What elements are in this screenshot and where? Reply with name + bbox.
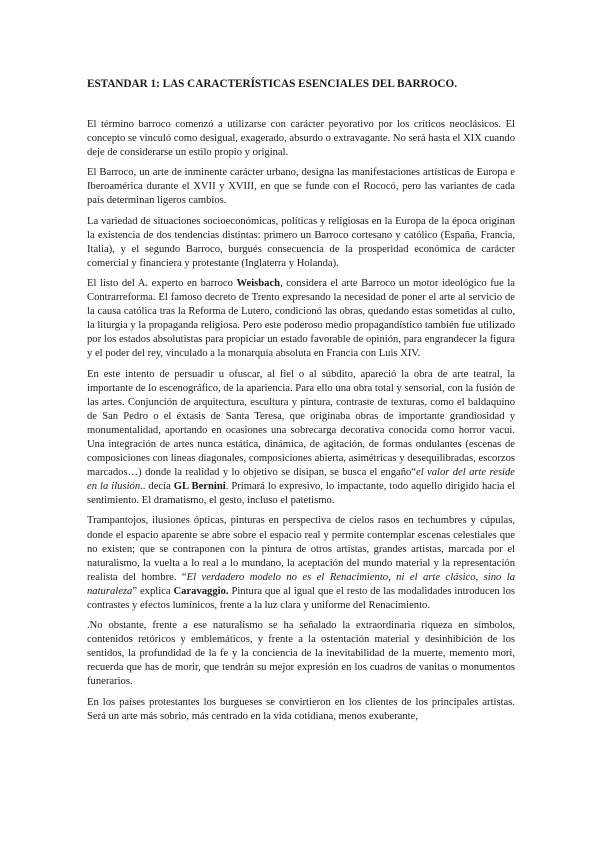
caravaggio-quote: El verdadero modelo no es el Renacimiento, ni el arte clásico, sino la naturaleza [87, 571, 515, 597]
document-body [87, 118, 515, 730]
paragraph-5-text-b: .. decía [140, 481, 174, 493]
paragraph-6-text-b: ” explica [132, 585, 174, 597]
paragraph-5-text-a: En este intento de persuadir u ofuscar, al fiel o al súbdito, apareció la obra de arte teatral, la importante de lo escenográfico, de la apariencia. Para ello una obra total y sensorial, con la fusión de las artes. Conjunción de arquitectura, escultura y pintura, contraste de texturas, como el baldaquino de San Pedro o el éxtasis de Santa Teresa, que originaba obras de importante grandiosidad y monumentalidad, aportando en ocasiones una sobrecarga decorativa conocida como horror vacui. Una integración de artes nunca estática, dinámica, de agitación, de formas ondulantes (escenas de composiciones con líneas diagonales, composiciones abierta, asimétricas y desequilibradas, escorzos marcados…) donde la realidad y lo objetivo se disipan, se busca el engaño“ [87, 368, 515, 479]
paragraph-4-text-b: , considera el arte Barroco un motor ideológico fue la Contrarreforma. El famoso decreto de Trento expresando la necesidad de poner el arte al servicio de la causa católica tras la Reforma de Lutero, condicionó las obras, quedando estas sometidas al culto, la liturgia y la propaganda religiosa. Pero este poderoso medio propagandístico también fue utilizado por los estados absolutistas para propiciar un estado favorable de opinión, para engrandecer la figura y el poder del rey, vinculado a la monarquía absoluta en Francia con Luis XIV. [87, 277, 515, 360]
bernini-quote: el valor del arte reside en la ilusión [87, 467, 516, 493]
paragraph-8: En los países protestantes los burgueses se convirtieron en los clientes de los principales artistas. Será un arte más sobrio, más centrado en la vida cotidiana, menos exuberante, [87, 696, 515, 722]
paragraph-4 [87, 277, 515, 362]
paragraph-2: El Barroco, un arte de inminente carácter urbano, designa las manifestaciones artísticas de Europa e Iberoamérica durante el XVII y XVIII, en que se funde con el Rococó, pero las variantes de cada país determinan ligeros cambios. [87, 167, 515, 207]
bernini-name: GL Bernini [173, 481, 226, 493]
weisbach-name: Weisbach [236, 277, 281, 289]
paragraph-1: El término barroco comenzó a utilizarse con carácter peyorativo por los críticos neoclásicos. El concepto se vinculó como desigual, exagerado, absurdo o extravagante. No será hasta el XIX cuando deje de considerarse un estilo propio y original. [87, 119, 516, 159]
paragraph-7: .No obstante, frente a ese naturalismo se ha señalado la extraordinaria riqueza en símbolos, contenidos retóricos y emblemáticos, y frente a la ostentación material y desinhibición de los sentidos, la profundidad de la fe y la conciencia de la inevitabilidad de la muerte, memento mori, recuerda que has de morir, que tendrán su mejor expresión en los cuadros de vanitas o monumentos funerarios. [87, 620, 515, 688]
paragraph-6-text-a: Trampantojos, ilusiones ópticas, pinturas en perspectiva de cielos rasos en techumbres y cúpulas, donde el espacio aparente se abre sobre el espacio real y permite contemplar escenas celestiales que no existen; que se contraponen con la pintura de otros artistas, grandes artistas, marcada por el naturalismo, la vuelta a lo real a lo mundano, la aceptación del mundo material y la representación realista del hombre. “ [87, 515, 515, 583]
paragraph-6 [87, 514, 515, 613]
paragraph-5 [87, 368, 515, 509]
paragraph-4-text-a: El listo del A. experto en barroco [87, 277, 237, 289]
paragraph-6-text-c: Pintura que al igual que el resto de las modalidades introducen los contrastes y efectos lumínicos, frente a la luz clara y uniforme del Renacimiento. [87, 585, 516, 611]
paragraph-3: La variedad de situaciones socioeconómicas, políticas y religiosas en la Europa de la época originan la existencia de dos tendencias distintas: primero un Barroco cortesano y católico (España, Francia, Italia), y el segundo Barroco, burgués consecuencia de la prosperidad económica de carácter comercial y financiera y protestante (Inglaterra y Holanda). [87, 215, 515, 269]
caravaggio-name: Caravaggio. [173, 585, 229, 597]
document-heading: ESTANDAR 1: LAS CARACTERÍSTICAS ESENCIALES DEL BARROCO. [87, 78, 457, 90]
paragraph-5-text-c: . Primará lo expresivo, lo impactante, todo aquello dirigido hacia el sentimiento. El dramatismo, el gesto, incluso el patetismo. [87, 481, 515, 507]
